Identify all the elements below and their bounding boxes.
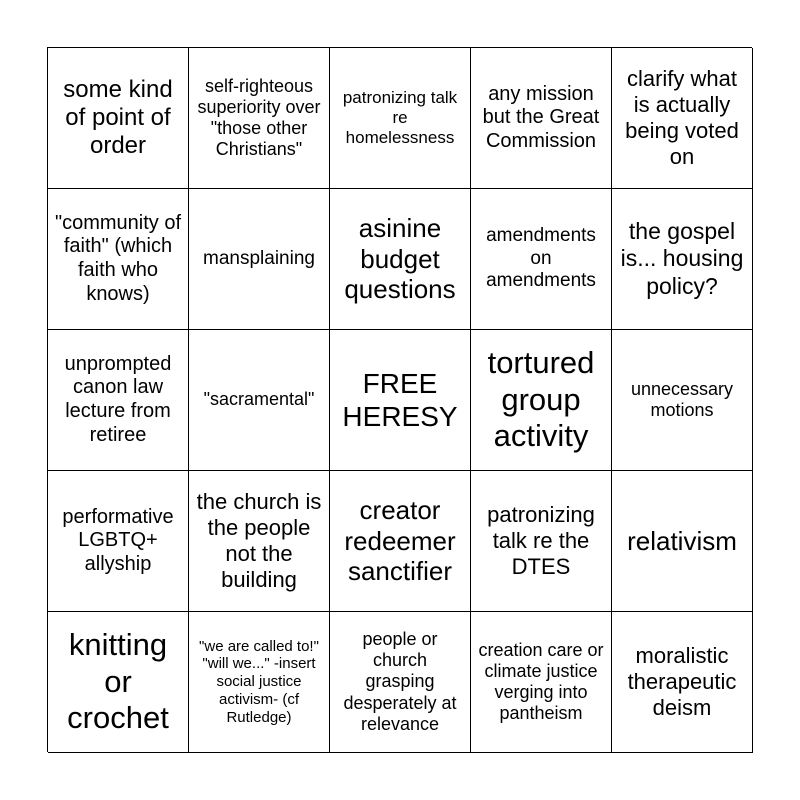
bingo-cell[interactable] <box>330 471 471 612</box>
cell-text: the gospel is... housing policy? <box>620 218 744 299</box>
cell-text: clarify what is actually being voted on <box>625 66 739 169</box>
bingo-cell[interactable] <box>612 471 753 612</box>
cell-text: any mission but the Great Commission <box>482 82 600 152</box>
cell-text: tortured group activity <box>487 345 595 454</box>
bingo-cell[interactable] <box>48 471 189 612</box>
cell-text: moralistic therapeutic deism <box>627 643 737 720</box>
cell-text: some kind of point of order <box>63 75 173 160</box>
bingo-cell[interactable] <box>330 48 471 189</box>
cell-text: self-righteous superiority over "those other Christians" <box>197 75 321 160</box>
cell-text: creator redeemer sanctifier <box>344 494 456 587</box>
bingo-board <box>47 47 752 752</box>
bingo-cell[interactable] <box>471 330 612 471</box>
bingo-cell[interactable] <box>330 189 471 330</box>
cell-text: performative LGBTQ+ allyship <box>62 505 174 575</box>
bingo-cell[interactable] <box>189 48 330 189</box>
cell-text: creation care or climate justice verging into pantheism <box>478 639 604 724</box>
cell-text: unnecessary motions <box>630 378 734 420</box>
cell-text: "we are called to!" "will we..." -insert social justice activism- (cf Rutledge) <box>199 637 319 726</box>
bingo-cell[interactable] <box>612 48 753 189</box>
bingo-cell[interactable] <box>189 330 330 471</box>
bingo-cell free-space[interactable] <box>330 330 471 471</box>
bingo-cell[interactable] <box>330 612 471 753</box>
bingo-cell[interactable] <box>612 189 753 330</box>
cell-text: people or church grasping desperately at relevance <box>343 628 457 734</box>
cell-text: patronizing talk re the DTES <box>487 502 595 579</box>
cell-text: "sacramental" <box>203 389 315 410</box>
cell-text: the church is the people not the building <box>196 489 322 592</box>
cell-text: knitting or crochet <box>67 627 169 736</box>
cell-text: relativism <box>627 525 737 556</box>
bingo-cell[interactable] <box>471 48 612 189</box>
cell-text: asinine budget questions <box>344 212 456 305</box>
bingo-cell[interactable] <box>189 189 330 330</box>
bingo-cell[interactable] <box>189 471 330 612</box>
bingo-cell[interactable] <box>48 330 189 471</box>
cell-text: FREE HERESY <box>342 367 458 432</box>
bingo-cell[interactable] <box>471 612 612 753</box>
bingo-cell[interactable] <box>48 189 189 330</box>
bingo-cell[interactable] <box>612 330 753 471</box>
cell-text: mansplaining <box>203 247 315 269</box>
cell-text: amendments on amendments <box>486 225 596 292</box>
cell-text: "community of faith" (which faith who knows) <box>54 211 182 305</box>
bingo-cell[interactable] <box>48 612 189 753</box>
bingo-cell[interactable] <box>471 471 612 612</box>
bingo-cell[interactable] <box>471 189 612 330</box>
bingo-cell[interactable] <box>189 612 330 753</box>
cell-text: unprompted canon law lecture from retiree <box>64 352 172 446</box>
cell-text: patronizing talk re homelessness <box>342 87 458 148</box>
bingo-cell[interactable] <box>612 612 753 753</box>
bingo-cell[interactable] <box>48 48 189 189</box>
